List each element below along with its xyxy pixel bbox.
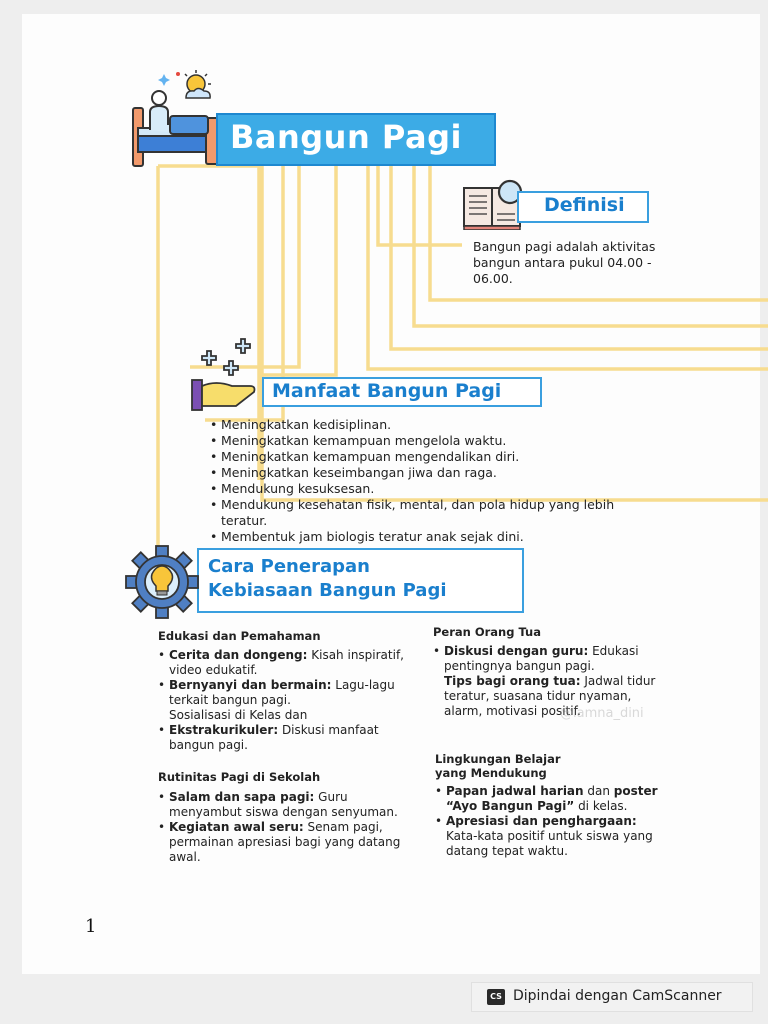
sun-cloud-icon	[156, 68, 218, 106]
cara-heading	[208, 555, 447, 603]
list-item: • Ekstrakurikuler: Diskusi manfaat bangun pagi.	[158, 723, 408, 753]
list-item: • Bernyanyi dan bermain: Lagu-lagu terkait bangun pagi.	[158, 678, 408, 708]
peran-section	[433, 625, 663, 719]
list-item: • Apresiasi dan penghargaan: Kata-kata positif untuk siswa yang datang tepat waktu.	[435, 814, 665, 859]
lingkungan-list	[435, 784, 665, 859]
list-item: • Salam dan sapa pagi: Guru menyambut siswa dengan senyuman.	[158, 790, 408, 820]
list-item: • Kegiatan awal seru: Senam pagi, permainan apresiasi bagi yang datang awal.	[158, 820, 408, 865]
list-item: • Papan jadwal harian dan poster “Ayo Bangun Pagi” di kelas.	[435, 784, 665, 814]
list-item: Sosialisasi di Kelas dan	[169, 708, 308, 722]
page-title: Bangun Pagi	[230, 118, 462, 156]
list-item: • Mendukung kesuksesan.	[210, 481, 630, 497]
watermark: @iamna_dini	[560, 706, 644, 721]
list-item: • Meningkatkan kemampuan mengelola waktu.	[210, 433, 630, 449]
section-heading-line1: Lingkungan Belajar	[435, 752, 561, 766]
cara-heading-line1: Cara Penerapan	[208, 556, 370, 577]
list-item: • Meningkatkan kemampuan mengendalikan diri.	[210, 449, 630, 465]
camscanner-text: Dipindai dengan CamScanner	[513, 988, 722, 1004]
lingkungan-section	[435, 752, 665, 859]
list-item: Tips bagi orang tua: Jadwal tidur teratur, suasana tidur nyaman, alarm, motivasi positif.	[444, 674, 656, 718]
list-item: • Cerita dan dongeng: Kisah inspiratif, video edukatif.	[158, 648, 408, 678]
section-heading: Peran Orang Tua	[433, 625, 542, 639]
gear-lightbulb-icon	[124, 544, 200, 620]
rutinitas-section	[158, 770, 408, 865]
section-heading: Rutinitas Pagi di Sekolah	[158, 770, 321, 784]
definisi-heading: Definisi	[544, 194, 625, 216]
list-item: • Diskusi dengan guru: Edukasi pentingnya bangun pagi.	[433, 644, 663, 674]
edukasi-list	[158, 648, 408, 753]
section-heading: Edukasi dan Pemahaman	[158, 629, 321, 643]
list-item: • Meningkatkan keseimbangan jiwa dan raga.	[210, 465, 630, 481]
cara-heading-line2: Kebiasaan Bangun Pagi	[208, 580, 447, 601]
page-number: 1	[85, 916, 97, 937]
list-item: • Membentuk jam biologis teratur anak sejak dini.	[210, 529, 630, 545]
manfaat-list	[210, 417, 630, 545]
rutinitas-list	[158, 790, 408, 865]
edukasi-section	[158, 629, 408, 753]
camscanner-logo-icon: CS	[487, 989, 505, 1005]
definisi-text: Bangun pagi adalah aktivitas bangun antara pukul 04.00 - 06.00.	[473, 239, 656, 286]
list-item: • Meningkatkan kedisiplinan.	[210, 417, 630, 433]
section-heading-line2: yang Mendukung	[435, 766, 547, 780]
hand-sparkles-icon	[190, 336, 264, 414]
list-item: • Mendukung kesehatan fisik, mental, dan pola hidup yang lebih teratur.	[210, 497, 630, 529]
manfaat-heading: Manfaat Bangun Pagi	[272, 380, 502, 402]
